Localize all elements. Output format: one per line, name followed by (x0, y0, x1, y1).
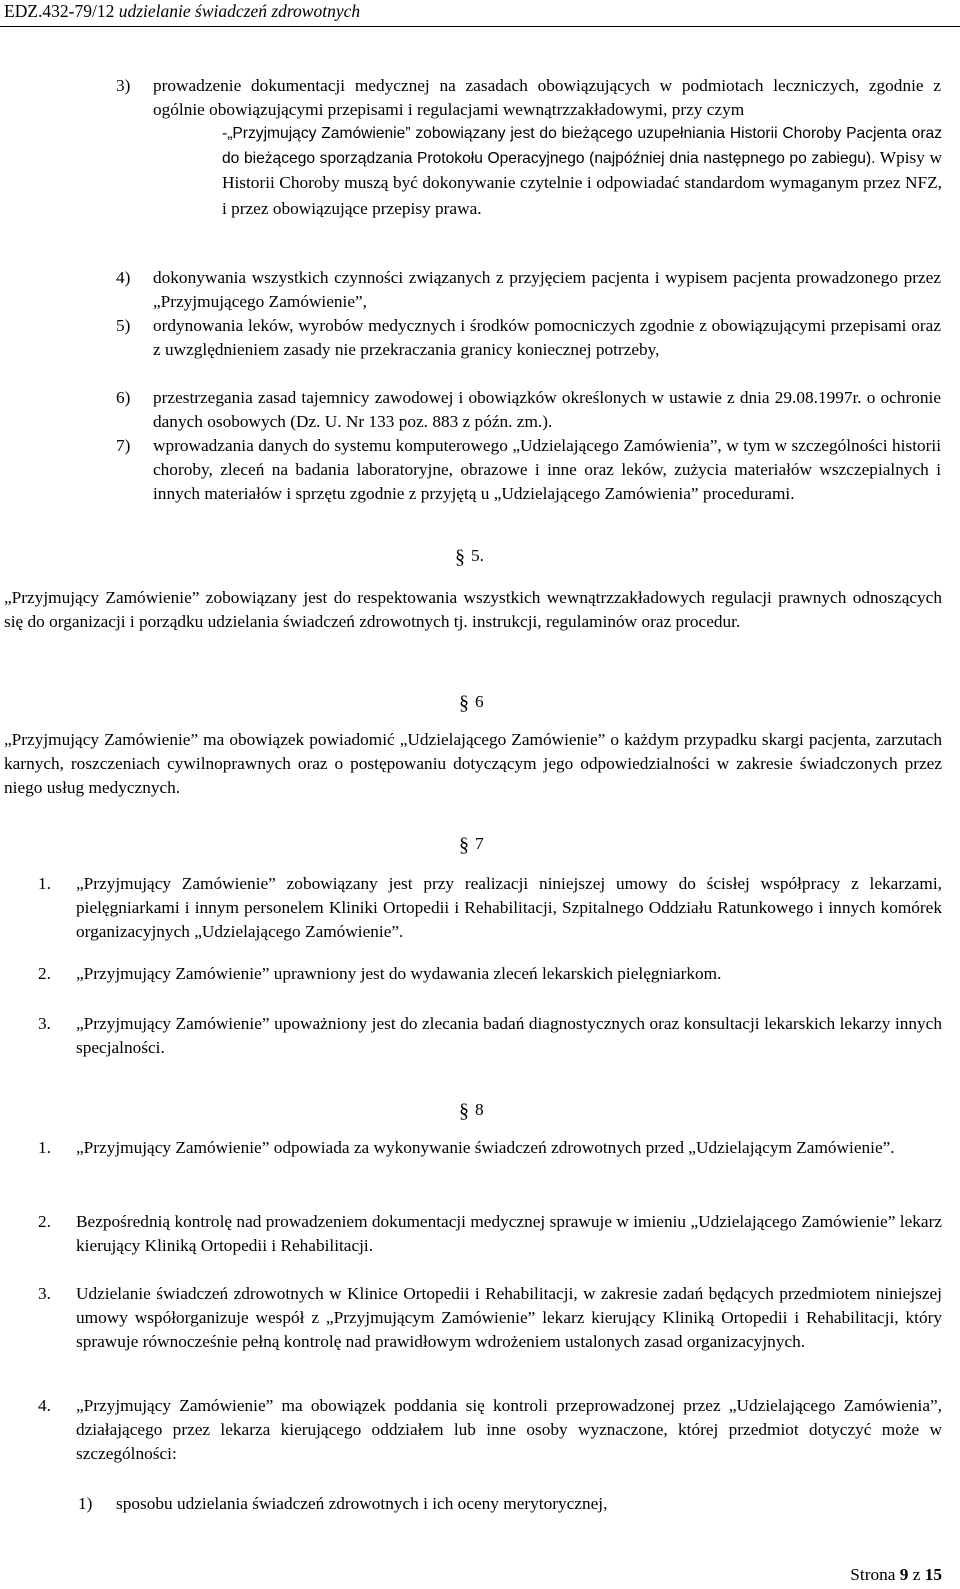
section-7-p1: „Przyjmujący Zamówienie” zobowiązany jest przy realizacji niniejszej umowy do ścisłej współpracy z lekarzami, pielęgniarkami i innym personelem Kliniki Ortopedii i Rehabilitacji, Szpitalnego Oddziału Ratunkowego i innych komórek organizacyjnych „Udzielającego Zamówienie”. (76, 874, 942, 942)
page-header (0, 0, 960, 27)
item-6-label: 6) (116, 388, 131, 407)
page-footer (850, 1565, 942, 1585)
section-8-sub1-label: 1) (78, 1494, 93, 1513)
section-5-text: „Przyjmujący Zamówienie” zobowiązany jest do respektowania wszystkich wewnątrzzakładowych regulacji prawnych odnoszących się do organizacji i porządku udzielania świadczeń zdrowotnych tj. instrukcji, regulaminów oraz procedur. (4, 588, 942, 632)
section-7-p3-label: 3. (38, 1014, 51, 1033)
section-8-p3-label: 3. (38, 1284, 51, 1303)
section-8-p1: „Przyjmujący Zamówienie” odpowiada za wykonywanie świadczeń zdrowotnych przed „Udzielającym Zamówienie”. (76, 1138, 895, 1157)
section-8-p3: Udzielanie świadczeń zdrowotnych w Klinice Ortopedii i Rehabilitacji, w zakresie zadań będących przedmiotem niniejszej umowy współorganizuje wespół z „Przyjmującym Zamówienie” lekarz kierujący Kliniką Ortopedii i Rehabilitacji, który sprawuje równocześnie pełną kontrolę nad prawidłowym wdrożeniem ustalonych zasad organizacyjnych. (76, 1284, 942, 1352)
item-3-label: 3) (116, 76, 131, 95)
section-7-p1-label: 1. (38, 874, 51, 893)
section-7-number: 7 (475, 834, 484, 853)
item-6-text: przestrzegania zasad tajemnicy zawodowej i obowiązków określonych w ustawie z dnia 29.08.1997r. o ochronie danych osobowych (Dz. U. Nr 133 poz. 883 z późn. zm.). (153, 388, 941, 432)
header-code: EDZ.432-79/12 (4, 1, 115, 21)
footer-word: Strona (850, 1565, 896, 1584)
header-title: udzielanie świadczeń zdrowotnych (118, 1, 361, 21)
section-8-number: 8 (475, 1100, 484, 1119)
section-6-number: 6 (475, 692, 484, 711)
section-8-p2: Bezpośrednią kontrolę nad prowadzeniem dokumentacji medycznej sprawuje w imieniu „Udzielającego Zamówienie” lekarz kierujący Kliniką Ortopedii i Rehabilitacji. (76, 1212, 942, 1256)
item-3-text: prowadzenie dokumentacji medycznej na zasadach obowiązujących w podmiotach leczniczych, zgodnie z ogólnie obowiązującymi przepisami i regulacjami wewnątrzzakładowymi, przy czym (153, 76, 941, 120)
section-6-heading (459, 692, 484, 715)
section-8-p4: „Przyjmujący Zamówienie” ma obowiązek poddania się kontroli przeprowadzonej przez „Udzielającego Zamówienia”, działającego przez lekarza kierującego oddziałem lub inne osoby wyznaczone, której przedmiot dotyczyć może w szczególności: (76, 1396, 942, 1464)
paragraph-sign: § (459, 834, 469, 856)
item-7-text: wprowadzania danych do systemu komputerowego „Udzielającego Zamówienia”, w tym w szczególności historii choroby, zleceń na badania laboratoryjne, obrazowe i inne oraz leków, zużycia materiałów wszczepialnych i innych materiałów i sprzętu zgodnie z przyjętą u „Udzielającego Zamówienia” procedurami. (153, 436, 941, 504)
item-4-text: dokonywania wszystkich czynności związanych z przyjęciem pacjenta i wypisem pacjenta prowadzonego przez „Przyjmującego Zamówienie”, (153, 268, 941, 312)
section-8-p2-label: 2. (38, 1212, 51, 1231)
section-7-heading (459, 834, 484, 857)
section-8-p4-label: 4. (38, 1396, 51, 1415)
item-7-label: 7) (116, 436, 131, 455)
paragraph-sign: § (459, 1100, 469, 1122)
section-8-heading (459, 1100, 484, 1123)
item-4-label: 4) (116, 268, 131, 287)
section-7-p3: „Przyjmujący Zamówienie” upoważniony jest do zlecania badań diagnostycznych oraz konsultacji lekarskich lekarzy innych specjalności. (76, 1014, 942, 1058)
section-7-p2-label: 2. (38, 964, 51, 983)
section-7-p2: „Przyjmujący Zamówienie” uprawniony jest do wydawania zleceń lekarskich pielęgniarkom. (76, 964, 722, 983)
item-5-text: ordynowania leków, wyrobów medycznych i środków pomocniczych zgodnie z obowiązującymi przepisami oraz z uwzględnieniem zasady nie przekraczania granicy koniecznej potrzeby, (153, 316, 941, 360)
item-3-subitem-text: -„Przyjmujący Zamówienie” zobowiązany jest do bieżącego uzupełniania Historii Choroby Pacjenta oraz do bieżącego sporządzania Protokołu Operacyjnego (najpóźniej dnia następnego po zabiegu). (222, 125, 942, 168)
item-3-subitem-tail: Wpisy w Historii Choroby muszą być dokonywanie czytelnie i odpowiadać standardom wymaganym przez NFZ, i przez obowiązujące przepisy prawa. (222, 148, 942, 218)
paragraph-sign: § (455, 546, 465, 568)
paragraph-sign: § (459, 692, 469, 714)
section-5-heading (455, 546, 484, 569)
item-5-label: 5) (116, 316, 131, 335)
footer-page: 9 (899, 1565, 909, 1584)
section-8-sub1: sposobu udzielania świadczeń zdrowotnych i ich oceny merytorycznej, (116, 1494, 608, 1513)
section-6-text: „Przyjmujący Zamówienie” ma obowiązek powiadomić „Udzielającego Zamówienie” o każdym przypadku skargi pacjenta, zarzutach karnych, roszczeniach cywilnoprawnych oraz o postępowaniu dotyczącym jego odpowiedzialności w zakresie świadczonych przez niego usług medycznych. (4, 730, 942, 798)
section-5-number: 5. (471, 546, 484, 565)
footer-of: z (912, 1565, 921, 1584)
header-text (4, 1, 360, 22)
section-8-p1-label: 1. (38, 1138, 51, 1157)
footer-total: 15 (924, 1565, 942, 1584)
item-3-subitem (222, 122, 942, 222)
